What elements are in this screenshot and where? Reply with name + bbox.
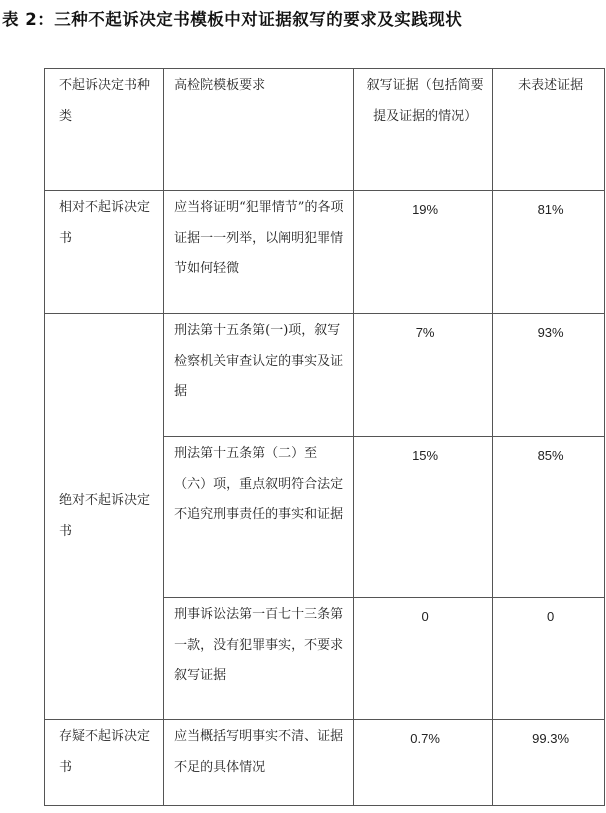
header-with-evidence: 叙写证据（包括简要提及证据的情况） (353, 69, 492, 191)
table-row (45, 720, 605, 806)
header-type: 不起诉决定书种类 (45, 69, 164, 191)
cell-with-evidence: 0 (353, 598, 492, 720)
table-header-row (45, 69, 605, 191)
header-requirement: 高检院模板要求 (164, 69, 354, 191)
cell-without-evidence: 85% (493, 437, 605, 598)
cell-without-evidence: 0 (493, 598, 605, 720)
evidence-requirements-table (44, 68, 605, 806)
cell-with-evidence: 15% (353, 437, 492, 598)
cell-requirement: 应当概括写明事实不清、证据不足的具体情况 (164, 720, 354, 806)
cell-without-evidence: 99.3% (493, 720, 605, 806)
cell-without-evidence: 93% (493, 314, 605, 437)
header-without-evidence: 未表述证据 (493, 69, 605, 191)
cell-requirement: 刑事诉讼法第一百七十三条第一款，没有犯罪事实，不要求叙写证据 (164, 598, 354, 720)
page-title: 表 2：三种不起诉决定书模板中对证据叙写的要求及实践现状 (2, 10, 463, 29)
cell-type: 绝对不起诉决定书 (45, 314, 164, 720)
cell-requirement: 刑法第十五条第（二）至（六）项，重点叙明符合法定不追究刑事责任的事实和证据 (164, 437, 354, 598)
cell-type: 相对不起诉决定书 (45, 191, 164, 314)
cell-requirement: 刑法第十五条第(一)项，叙写检察机关审查认定的事实及证据 (164, 314, 354, 437)
cell-requirement: 应当将证明“犯罪情节”的各项证据一一列举，以阐明犯罪情节如何轻微 (164, 191, 354, 314)
cell-with-evidence: 19% (353, 191, 492, 314)
table-row (45, 314, 605, 437)
cell-without-evidence: 81% (493, 191, 605, 314)
table-row (45, 191, 605, 314)
cell-with-evidence: 7% (353, 314, 492, 437)
cell-with-evidence: 0.7% (353, 720, 492, 806)
cell-type: 存疑不起诉决定书 (45, 720, 164, 806)
